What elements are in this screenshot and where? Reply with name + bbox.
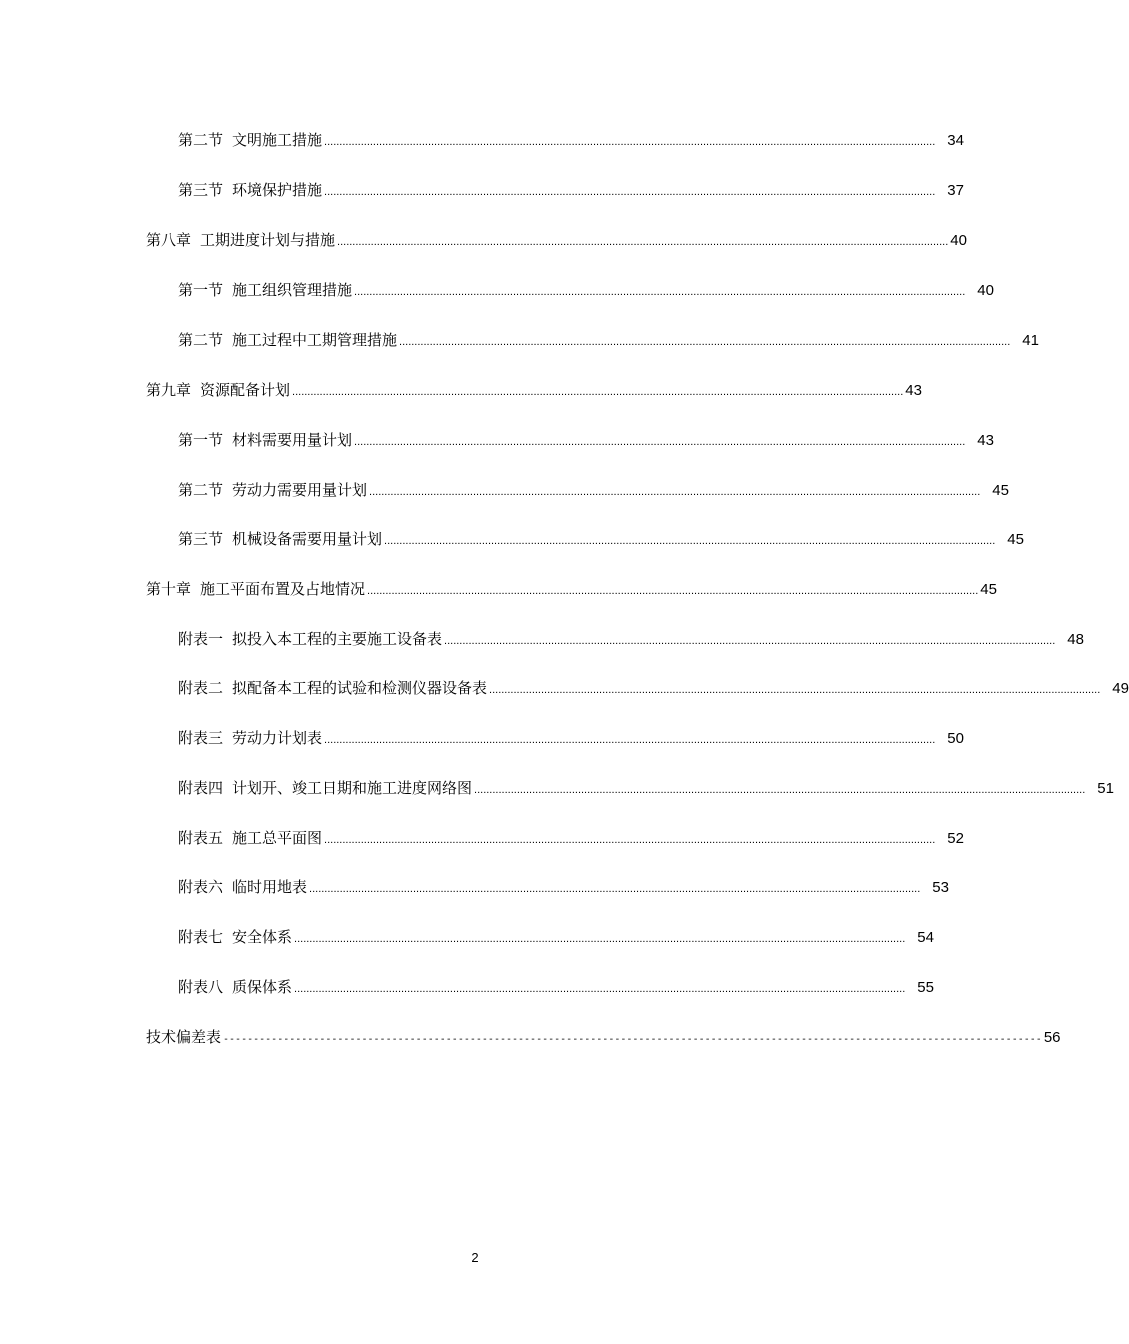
toc-entry-title: 施工平面布置及占地情况 bbox=[200, 580, 366, 598]
toc-entry-label bbox=[178, 728, 322, 748]
toc-entry-title: 施工组织管理措施 bbox=[232, 281, 353, 299]
dash-leader: ---------------------------------------------------------------------------------------------------------------------------------------- bbox=[223, 1034, 1042, 1045]
toc-entry-appendix[interactable] bbox=[178, 927, 934, 949]
toc-entry-page: 53 bbox=[932, 879, 949, 896]
dot-leader: ........................................................................................................................................................................................................ bbox=[294, 983, 906, 995]
toc-entry-title: 计划开、竣工日期和施工进度网络图 bbox=[232, 779, 473, 797]
dot-leader: ........................................................................................................................................................................................................ bbox=[292, 386, 904, 398]
toc-entry-label bbox=[178, 330, 397, 350]
toc-entry-title: 临时用地表 bbox=[232, 878, 308, 896]
toc-entry-number: 第一节 bbox=[178, 431, 224, 449]
toc-entry-number: 第十章 bbox=[146, 580, 192, 598]
toc-entry-page: 52 bbox=[947, 830, 964, 847]
toc-entry-chapter[interactable] bbox=[146, 230, 967, 252]
toc-entry-label bbox=[178, 877, 307, 897]
toc-entry-title: 施工过程中工期管理措施 bbox=[232, 331, 398, 349]
toc-entry-page: 43 bbox=[977, 432, 994, 449]
toc-entry-number: 第二节 bbox=[178, 331, 224, 349]
toc-entry-number: 附表一 bbox=[178, 630, 224, 648]
toc-entry-title: 技术偏差表 bbox=[146, 1028, 222, 1046]
toc-entry-number: 附表二 bbox=[178, 679, 224, 697]
toc-entry-page: 43 bbox=[905, 382, 922, 399]
toc-entry-label bbox=[178, 280, 352, 300]
dot-leader: ........................................................................................................................................................................................................ bbox=[369, 486, 981, 498]
toc-entry-number: 附表五 bbox=[178, 829, 224, 847]
dot-leader: ........................................................................................................................................................................................................ bbox=[354, 286, 966, 298]
toc-entry-label bbox=[178, 629, 442, 649]
toc-entry-title: 工期进度计划与措施 bbox=[200, 231, 336, 249]
dot-leader: ........................................................................................................................................................................................................ bbox=[354, 436, 966, 448]
dot-leader: ........................................................................................................................................................................................................ bbox=[324, 734, 936, 746]
toc-entry[interactable] bbox=[178, 180, 964, 202]
toc-entry-technical-deviation[interactable] bbox=[146, 1027, 1061, 1050]
toc-entry-label bbox=[178, 927, 292, 947]
toc-entry-number: 第九章 bbox=[146, 381, 192, 399]
toc-entry-label bbox=[178, 678, 487, 698]
toc-entry-page: 37 bbox=[947, 182, 964, 199]
toc-entry-number: 附表四 bbox=[178, 779, 224, 797]
toc-entry-chapter[interactable] bbox=[146, 579, 997, 601]
toc-entry-title: 质保体系 bbox=[232, 978, 293, 996]
dot-leader: ........................................................................................................................................................................................................ bbox=[384, 535, 996, 547]
toc-entry-title: 资源配备计划 bbox=[200, 381, 291, 399]
toc-entry-label bbox=[178, 130, 322, 150]
toc-entry-number: 第二节 bbox=[178, 481, 224, 499]
toc-entry-label bbox=[178, 977, 292, 997]
toc-entry-appendix[interactable] bbox=[178, 778, 1114, 800]
toc-entry[interactable] bbox=[178, 529, 1024, 551]
toc-entry-appendix[interactable] bbox=[178, 977, 934, 999]
toc-entry-page: 40 bbox=[950, 232, 967, 249]
toc-entry-number: 第八章 bbox=[146, 231, 192, 249]
dot-leader: ........................................................................................................................................................................................................ bbox=[367, 585, 979, 597]
toc-entry-label bbox=[178, 480, 367, 500]
page-number: 2 bbox=[471, 1250, 479, 1265]
toc-entry-title: 劳动力计划表 bbox=[232, 729, 323, 747]
dot-leader: ........................................................................................................................................................................................................ bbox=[337, 236, 949, 248]
toc-entry-page: 34 bbox=[947, 132, 964, 149]
toc-entry-page: 41 bbox=[1022, 332, 1039, 349]
toc-entry-appendix[interactable] bbox=[178, 877, 949, 899]
toc-entry[interactable] bbox=[178, 430, 994, 452]
dot-leader: ........................................................................................................................................................................................................ bbox=[324, 186, 936, 198]
toc-entry-page: 45 bbox=[980, 581, 997, 598]
toc-entry-label bbox=[178, 430, 352, 450]
toc-entry-number: 附表三 bbox=[178, 729, 224, 747]
dot-leader: ........................................................................................................................................................................................................ bbox=[294, 933, 906, 945]
toc-entry-number: 第二节 bbox=[178, 131, 224, 149]
dot-leader: ........................................................................................................................................................................................................ bbox=[324, 136, 936, 148]
toc-entry-title: 拟配备本工程的试验和检测仪器设备表 bbox=[232, 679, 488, 697]
toc-entry-title: 材料需要用量计划 bbox=[232, 431, 353, 449]
toc-entry[interactable] bbox=[178, 130, 964, 152]
dot-leader: ........................................................................................................................................................................................................ bbox=[309, 883, 921, 895]
toc-entry-page: 54 bbox=[917, 929, 934, 946]
toc-entry-appendix[interactable] bbox=[178, 629, 1084, 651]
dot-leader: ........................................................................................................................................................................................................ bbox=[444, 635, 1056, 647]
dot-leader: ........................................................................................................................................................................................................ bbox=[489, 684, 1101, 696]
toc-entry-number: 第三节 bbox=[178, 181, 224, 199]
toc-entry-label bbox=[146, 230, 335, 250]
toc-entry-title: 文明施工措施 bbox=[232, 131, 323, 149]
dot-leader: ........................................................................................................................................................................................................ bbox=[474, 784, 1086, 796]
dot-leader: ........................................................................................................................................................................................................ bbox=[399, 336, 1011, 348]
toc-entry-number: 第三节 bbox=[178, 530, 224, 548]
toc-entry-title: 拟投入本工程的主要施工设备表 bbox=[232, 630, 443, 648]
toc-entry[interactable] bbox=[178, 480, 1009, 502]
toc-entry-chapter[interactable] bbox=[146, 380, 922, 402]
toc-entry-number: 第一节 bbox=[178, 281, 224, 299]
toc-entry-label bbox=[146, 380, 290, 400]
toc-entry-page: 56 bbox=[1043, 1029, 1061, 1046]
toc-entry-page: 49 bbox=[1112, 680, 1129, 697]
toc-entry-number: 附表七 bbox=[178, 928, 224, 946]
toc-entry-label bbox=[178, 180, 322, 200]
toc-entry-title: 劳动力需要用量计划 bbox=[232, 481, 368, 499]
toc-entry-appendix[interactable] bbox=[178, 828, 964, 850]
toc-entry-number: 附表六 bbox=[178, 878, 224, 896]
toc-entry-appendix[interactable] bbox=[178, 728, 964, 750]
toc-entry-title: 环境保护措施 bbox=[232, 181, 323, 199]
toc-entry-number: 附表八 bbox=[178, 978, 224, 996]
toc-entry-title: 安全体系 bbox=[232, 928, 293, 946]
toc-entry-appendix[interactable] bbox=[178, 678, 1129, 700]
dot-leader: ........................................................................................................................................................................................................ bbox=[324, 834, 936, 846]
toc-entry-page: 55 bbox=[917, 979, 934, 996]
toc-entry-page: 48 bbox=[1067, 631, 1084, 648]
toc-entry-title: 机械设备需要用量计划 bbox=[232, 530, 383, 548]
toc-entry-page: 51 bbox=[1097, 780, 1114, 797]
toc-entry-page: 40 bbox=[977, 282, 994, 299]
toc-entry[interactable] bbox=[178, 330, 1039, 352]
toc-entry-label bbox=[146, 579, 365, 599]
toc-entry-page: 50 bbox=[947, 730, 964, 747]
toc-entry[interactable] bbox=[178, 280, 994, 302]
toc-entry-page: 45 bbox=[992, 482, 1009, 499]
toc-entry-label bbox=[178, 778, 472, 798]
toc-entry-label bbox=[178, 828, 322, 848]
toc-entry-page: 45 bbox=[1007, 531, 1024, 548]
toc-entry-title: 施工总平面图 bbox=[232, 829, 323, 847]
toc-entry-label bbox=[178, 529, 382, 549]
